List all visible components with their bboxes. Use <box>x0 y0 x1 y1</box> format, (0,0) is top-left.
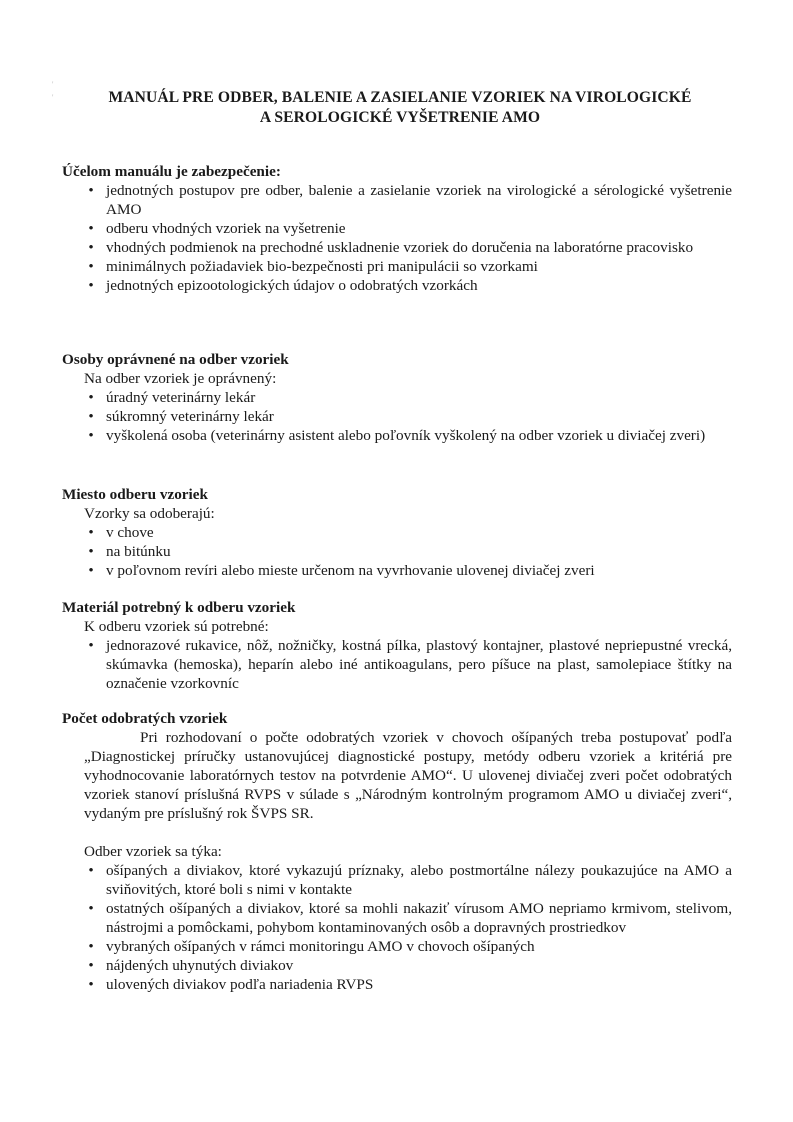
list-item: • ošípaných a diviakov, ktoré vykazujú príznaky, alebo postmortálne nálezy poukazujúce na AMO a sviňovitých, ktoré boli s nimi v kontakte <box>62 861 732 899</box>
bullet-icon: • <box>88 182 94 199</box>
list-item: • úradný veterinárny lekár <box>62 388 732 407</box>
list-item: • vyškolená osoba (veterinárny asistent alebo poľovník vyškolený na odber vzoriek u diviačej zveri) <box>62 426 732 445</box>
bullet-list <box>62 181 732 295</box>
list-item: • súkromný veterinárny lekár <box>62 407 732 426</box>
scan-speck: ' <box>52 80 54 89</box>
scan-speck: ' <box>52 93 54 102</box>
spacer <box>62 823 732 842</box>
list-item: • ostatných ošípaných a diviakov, ktoré sa mohli nakaziť vírusom AMO nepriamo krmivom, stelivom, nástrojmi a pomôckami, pohybom kontaminovaných osôb a dopravných prostriedkov <box>62 899 732 937</box>
bullet-icon: • <box>88 543 94 560</box>
bullet-icon: • <box>88 562 94 579</box>
bullet-icon: • <box>88 957 94 974</box>
list-item: • nájdených uhynutých diviakov <box>62 956 732 975</box>
bullet-icon: • <box>88 900 94 917</box>
bullet-icon: • <box>88 938 94 955</box>
section-intro: Odber vzoriek sa týka: <box>84 843 222 860</box>
section-purpose <box>62 162 732 295</box>
section-authorized-persons <box>62 350 732 445</box>
section-paragraph: Pri rozhodovaní o počte odobratých vzoriek v chovoch ošípaných treba postupovať podľa „Diagnostickej príručky ustanovujúcej diagnostické postupy, metódy odberu vzoriek a kritériá pre vyhodnocovanie laboratórnych testov na potvrdenie AMO“. U ulovenej diviačej zveri počet odobratých vzoriek stanoví príslušná RVPS v súlade s „Národným kontrolným programom AMO u diviačej zveri“, vydaným pre príslušný rok ŠVPS SR. <box>84 729 732 822</box>
list-item: • v poľovnom revíri alebo mieste určenom na vyvrhovanie ulovenej diviačej zveri <box>62 561 732 580</box>
section-required-material <box>62 598 732 693</box>
bullet-icon: • <box>88 637 94 654</box>
bullet-icon: • <box>88 277 94 294</box>
bullet-list <box>62 388 732 445</box>
bullet-icon: • <box>88 427 94 444</box>
section-intro: Na odber vzoriek je oprávnený: <box>84 370 277 387</box>
list-item: • jednotných postupov pre odber, balenie a zasielanie vzoriek na virologické a sérologické vyšetrenie AMO <box>62 181 732 219</box>
bullet-list <box>62 636 732 693</box>
bullet-icon: • <box>88 408 94 425</box>
list-item: • odberu vhodných vzoriek na vyšetrenie <box>62 219 732 238</box>
bullet-list <box>62 861 732 994</box>
list-item: • na bitúnku <box>62 542 732 561</box>
bullet-icon: • <box>88 976 94 993</box>
list-item: • jednotných epizootologických údajov o odobratých vzorkách <box>62 276 732 295</box>
section-intro: K odberu vzoriek sú potrebné: <box>84 618 269 635</box>
section-heading: Účelom manuálu je zabezpečenie: <box>62 163 281 180</box>
section-sample-count <box>62 709 732 994</box>
list-item: • vhodných podmienok na prechodné uskladnenie vzoriek do doručenia na laboratórne pracovisko <box>62 238 732 257</box>
title-line-2: A SEROLOGICKÉ VYŠETRENIE AMO <box>259 109 541 126</box>
list-item: • ulovených diviakov podľa nariadenia RVPS <box>62 975 732 994</box>
list-item: • jednorazové rukavice, nôž, nožničky, kostná pílka, plastový kontajner, plastové nepriepustné vrecká, skúmavka (hemoska), heparín alebo iné antikoagulans, pero píšuce na plast, samolepiace štítky na označenie vzorkovníc <box>62 636 732 693</box>
document-title <box>60 88 740 128</box>
section-heading: Počet odobratých vzoriek <box>62 710 228 727</box>
list-item: • vybraných ošípaných v rámci monitoringu AMO v chovoch ošípaných <box>62 937 732 956</box>
title-line-1: MANUÁL PRE ODBER, BALENIE A ZASIELANIE VZORIEK NA VIROLOGICKÉ <box>108 89 692 106</box>
section-sampling-location <box>62 485 732 580</box>
list-item: • v chove <box>62 523 732 542</box>
bullet-icon: • <box>88 862 94 879</box>
bullet-icon: • <box>88 220 94 237</box>
bullet-icon: • <box>88 239 94 256</box>
bullet-list <box>62 523 732 580</box>
bullet-icon: • <box>88 389 94 406</box>
section-heading: Osoby oprávnené na odber vzoriek <box>62 351 289 368</box>
section-heading: Miesto odberu vzoriek <box>62 486 208 503</box>
bullet-icon: • <box>88 258 94 275</box>
section-heading: Materiál potrebný k odberu vzoriek <box>62 599 296 616</box>
list-item: • minimálnych požiadaviek bio-bezpečnosti pri manipulácii so vzorkami <box>62 257 732 276</box>
section-intro: Vzorky sa odoberajú: <box>84 505 215 522</box>
bullet-icon: • <box>88 524 94 541</box>
